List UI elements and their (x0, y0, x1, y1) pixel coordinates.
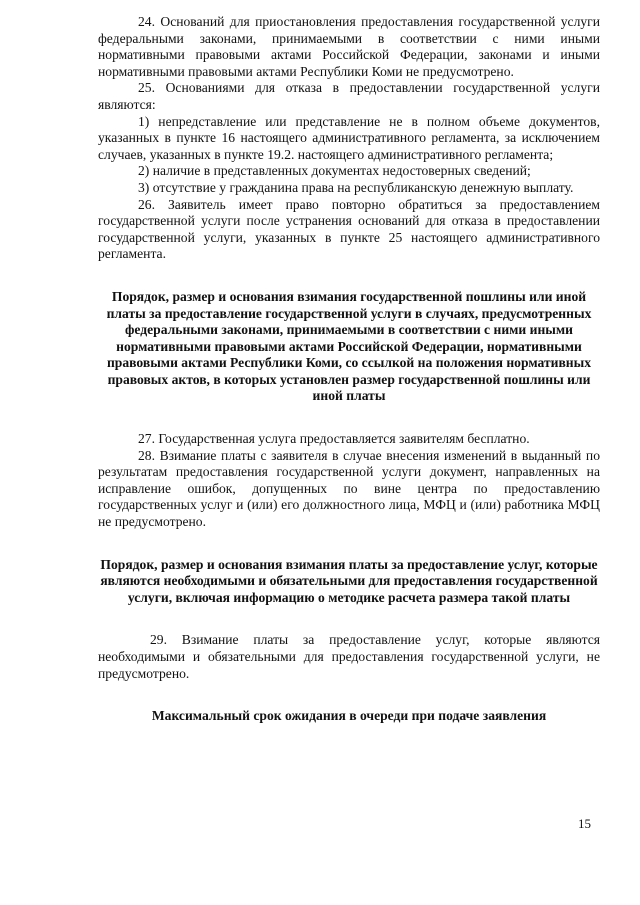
page-number: 15 (578, 816, 591, 831)
paragraph-27: 27. Государственная услуга предоставляется заявителям бесплатно. (138, 431, 530, 447)
page-content (98, 14, 600, 725)
list-item-1: 1) непредставление или представление не в полном объеме документов, указанных в пункте 16 настоящего административного регламента, за исключением случаев, указанных в пункте 19.2. настоящего административного регламента; (98, 113, 600, 162)
section-heading-queue-time: Максимальный срок ожидания в очереди при подаче заявления (151, 708, 547, 724)
spacer (98, 531, 600, 557)
list-item-2: 2) наличие в представленных документах недостоверных сведений; (138, 163, 531, 179)
paragraph-24: 24. Оснований для приостановления предоставления государственной услуги федеральными законами, принимаемыми в соответствии с ними иными нормативными правовыми актами Российской Федерации, законами и иными нормативными правовыми актами Республики Коми не предусмотрено. (98, 14, 600, 79)
section-heading-service-fees: Порядок, размер и основания взимания платы за предоставление услуг, которые являются необходимыми и обязательными для предоставления государственной услуги, включая информацию о методике расчета размера такой платы (100, 556, 598, 605)
section-heading-fees: Порядок, размер и основания взимания государственной пошлины или иной платы за предоставление государственной услуги в случаях, предусмотренных федеральными законами, принимаемыми в соответствии с ними иными нормативными правовыми актами Российской Федерации, нормативными правовыми актами Республики Коми, со ссылкой на положения нормативных правовых актов, в которых установлен размер государственной пошлины или иной платы (106, 288, 592, 404)
paragraph-25: 25. Основаниями для отказа в предоставлении государственной услуги являются: (98, 80, 600, 112)
spacer (98, 263, 600, 289)
spacer (98, 606, 600, 632)
spacer (98, 405, 600, 431)
paragraph-29: 29. Взимание платы за предоставление услуг, которые являются необходимыми и обязательными для предоставления государственной услуги, не предусмотрено. (98, 632, 600, 681)
paragraph-28: 28. Взимание платы с заявителя в случае внесения изменений в выданный по результатам предоставления государственной услуги документ, направленных на исправление ошибок, допущенных по вине центра по предоставлению государственных услуг и (или) его должностного лица, МФЦ и (или) работника МФЦ не предусмотрено. (98, 447, 600, 530)
list-item-3: 3) отсутствие у гражданина права на республиканскую денежную выплату. (138, 179, 574, 195)
spacer (98, 682, 600, 708)
paragraph-26: 26. Заявитель имеет право повторно обратиться за предоставлением государственной услуги после устранения оснований для отказа в предоставлении государственной услуги, указанных в пункте 25 настоящего административного регламента. (98, 196, 600, 262)
